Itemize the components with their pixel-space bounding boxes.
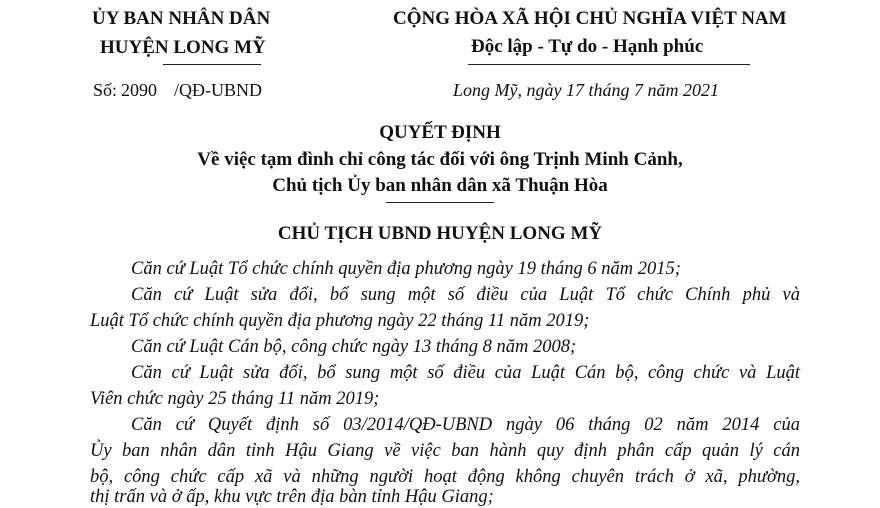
document-number-label: Số: <box>93 80 118 100</box>
subject-underline <box>386 202 494 203</box>
issuing-authority: CHỦ TỊCH UBND HUYỆN LONG MỸ <box>277 223 603 244</box>
issuing-agency-line1: ỦY BAN NHÂN DÂN <box>92 8 271 29</box>
legal-basis-line: bộ, công chức cấp xã và những người hoạt động không chuyên trách ở xã, phường, <box>90 467 800 487</box>
legal-basis-line: Luật Tổ chức chính quyền địa phương ngày 22 tháng 11 năm 2019; <box>90 311 590 331</box>
document-number-value: 2090 <box>121 80 158 100</box>
legal-basis-line: Căn cứ Luật sửa đổi, bổ sung một số điều của Luật Tổ chức Chính phủ và <box>131 285 800 305</box>
document-subject-line2: Chủ tịch Ủy ban nhân dân xã Thuận Hòa <box>272 175 608 196</box>
legal-basis-line: Căn cứ Luật Cán bộ, công chức ngày 13 tháng 8 năm 2008; <box>131 337 577 357</box>
document-number-code: /QĐ-UBND <box>174 80 263 100</box>
motto-underline <box>468 64 750 65</box>
national-title: CỘNG HÒA XÃ HỘI CHỦ NGHĨA VIỆT NAM <box>393 8 787 29</box>
issuing-agency-line2: HUYỆN LONG MỸ <box>100 37 266 58</box>
document-number <box>93 80 262 101</box>
legal-basis-line: Căn cứ Luật sửa đổi, bổ sung một số điều của Luật Cán bộ, công chức và Luật <box>131 363 800 383</box>
national-motto: Độc lập - Tự do - Hạnh phúc <box>471 36 704 57</box>
legal-basis-line: thị trấn và ở ấp, khu vực trên địa bàn tỉnh Hậu Giang; <box>90 487 494 507</box>
legal-basis-line: Căn cứ Luật Tổ chức chính quyền địa phương ngày 19 tháng 6 năm 2015; <box>131 259 681 279</box>
document-subject-line1: Về việc tạm đình chỉ công tác đối với ông Trịnh Minh Cảnh, <box>197 149 683 170</box>
place-and-date: Long Mỹ, ngày 17 tháng 7 năm 2021 <box>453 80 719 100</box>
legal-basis-line: Căn cứ Quyết định số 03/2014/QĐ-UBND ngày 06 tháng 02 năm 2014 của <box>131 415 800 435</box>
document-title: QUYẾT ĐỊNH <box>379 122 501 143</box>
agency-underline <box>163 64 261 65</box>
legal-basis-line: Ủy ban nhân dân tỉnh Hậu Giang về việc ban hành quy định phân cấp quản lý cán <box>90 441 800 461</box>
legal-basis-line: Viên chức ngày 25 tháng 11 năm 2019; <box>90 389 380 409</box>
